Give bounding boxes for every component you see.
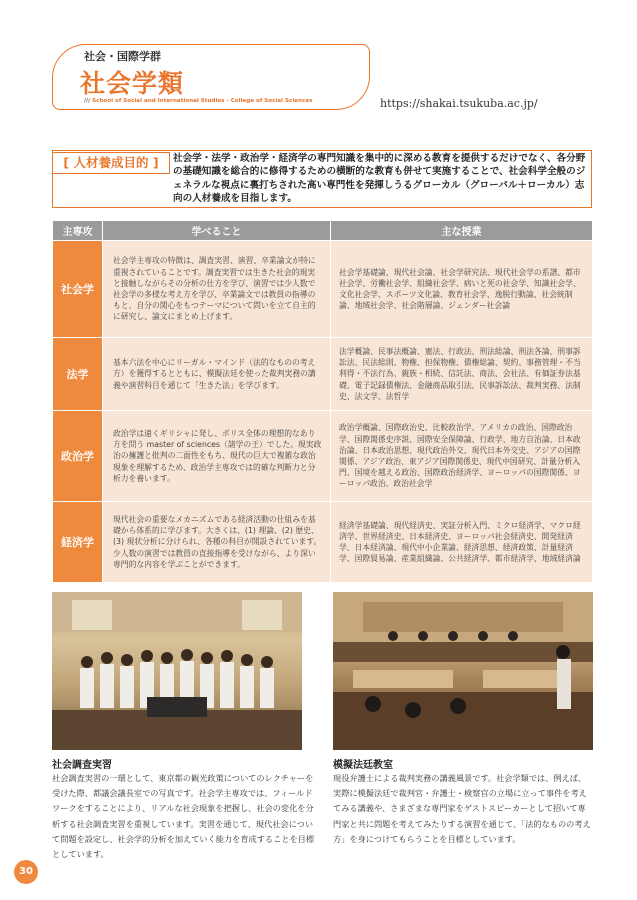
course-list: 社会学基礎論、現代社会論、社会学研究法、現代社会学の系譜、都市社会学、労働社会学、組織社会学、病いと死の社会学、知識社会学、文化社会学、スポーツ文化論、教育社会学、逸脱行動論、社会統制論、地域社会学、社会階層論、ジェンダー社会論: [331, 241, 593, 338]
caption-title-court: 模擬法廷教室: [333, 760, 393, 771]
course-list: 法学概論、民事法概論、憲法、行政法、刑法総論、刑法各論、刑事訴訟法、民法総則、物権、担保物権、債権総論、契約、事務管理・不当利得・不法行為、親族・相続、信託法、商法、会社法、有価証券法基礎、電子記録債権法、金融商品取引法、民事訴訟法、裁判実務、法制史、法文学、法哲学: [331, 338, 593, 411]
mock-court-photo: [333, 592, 593, 750]
purpose-tag: [ 人材養成目的 ]: [52, 152, 170, 174]
english-name: [84, 98, 312, 104]
major-label: 法学: [53, 338, 103, 411]
course-list: 政治学概論、国際政治史、比較政治学、アメリカの政治、国際政治学、国際関係史序説、国際安全保障論、行政学、地方自治論、日本政治論、日本政治思想、現代政治外交、現代日本外交史、アジアの国際関係、アジア政治、東アジア国際関係史、現代中国研究、計量分析入門、国境を越える政治、国際政治経済学、ヨーロッパの国際関係、ヨーロッパ政治、政治社会学: [331, 411, 593, 502]
learn-text: 政治学は遠くギリシャに発し、ポリス全体の理想的なあり方を問う master of sciences（諸学の王）でした。現実政治の擁護と批判の二面性をもち、現代の巨大で複雑な政治現象を理解するため、政治学主専攻では的確な判断力と分析力を養います。: [103, 411, 331, 502]
header-courses: 主な授業: [331, 221, 593, 241]
table-row: [53, 241, 593, 338]
major-label: 社会学: [53, 241, 103, 338]
caption-text-court: 現役弁護士による裁判実務の講義風景です。社会学類では、例えば、実際に模擬法廷で裁判官・弁護士・検察官の立場に立って事件を考えてみる講義や、さまざまな専門家をゲストスピーカーとして招いて専門家と共に問題を考えてみたりする演習を通じて、「法的なものの考え方」を身につけてもらうことを目標としています。: [333, 773, 591, 844]
english-prefix: ///: [84, 98, 91, 104]
learn-text: 社会学主専攻の特徴は、調査実習、演習、卒業論文が特に重視されていることです。調査実習では生きた社会的現実と接触しながらその分析の仕方を学び、演習では少人数で社会学の多様な考え方を学び、卒業論文では教員の指導のもと、自分の関心をもつテーマについて問いを立て自主的に研究し、論文にまとめ上げます。: [103, 241, 331, 338]
department-title: 社会学類: [80, 69, 185, 98]
page-number: 30: [14, 860, 38, 884]
table-row: [53, 502, 593, 583]
faculty-name: 社会・国際学群: [84, 50, 161, 63]
website-link[interactable]: https://shakai.tsukuba.ac.jp/: [380, 97, 538, 110]
header-learn: 学べること: [103, 221, 331, 241]
caption-text-survey: 社会調査実習の一環として、東京都の観光政策についてのレクチャーを受けた際、都議会議長室での写真です。社会学主専攻では、フィールドワークをすることにより、リアルな社会現象を把握し、社会の変化を分析する社会調査実習を重視しています。実習を通じて、現代社会について問題を設定し、社会学的分析を加えていく能力を育成することを目標としています。: [52, 773, 315, 860]
table-row: [53, 338, 593, 411]
social-survey-photo: [52, 592, 302, 750]
learn-text: 現代社会の重要なメカニズムである経済活動の仕組みを基礎から体系的に学びます。大きくは、(1) 理論、(2) 歴史、(3) 現状分析に分けられ、各種の科目が開設されています。少人数の演習では教員の直接指導を受けながら、より深い専門的な内容を学ぶことができます。: [103, 502, 331, 583]
header-major: 主専攻: [53, 221, 103, 241]
courtroom-illustration: [333, 592, 593, 750]
major-label: 政治学: [53, 411, 103, 502]
table-header-row: [53, 221, 593, 241]
course-list: 経済学基礎論、現代経済史、実証分析入門、ミクロ経済学、マクロ経済学、世界経済史、日本経済史、ヨーロッパ社会経済史、開発経済学、日本経済論、現代中小企業論、経済思想、経済政策、計量経済学、国際貿易論、産業組織論、公共経済学、都市経済学、地域経済論: [331, 502, 593, 583]
group-photo-illustration: [52, 592, 302, 750]
table-row: [53, 411, 593, 502]
english-name-text: School of Social and International Studies - College of Social Sciences: [92, 98, 313, 104]
purpose-text: 社会学・法学・政治学・経済学の専門知識を集中的に深める教育を提供するだけでなく、各分野の基礎知識を総合的に修得するための横断的な教育も併せて実施することで、社会科学全般のジェネラルな視点に裏打ちされた高い専門性を発揮しうるグローカル（グローバル＋ローカル）志向の人材養成を目指します。: [173, 153, 586, 205]
learn-text: 基本六法を中心にリーガル・マインド（法的なものの考え方）を獲得するとともに、模擬法廷を使った裁判実務の講義や演習科目を通じて「生きた法」を学びます。: [103, 338, 331, 411]
major-label: 経済学: [53, 502, 103, 583]
curriculum-table: [52, 220, 593, 583]
caption-title-survey: 社会調査実習: [52, 760, 112, 771]
